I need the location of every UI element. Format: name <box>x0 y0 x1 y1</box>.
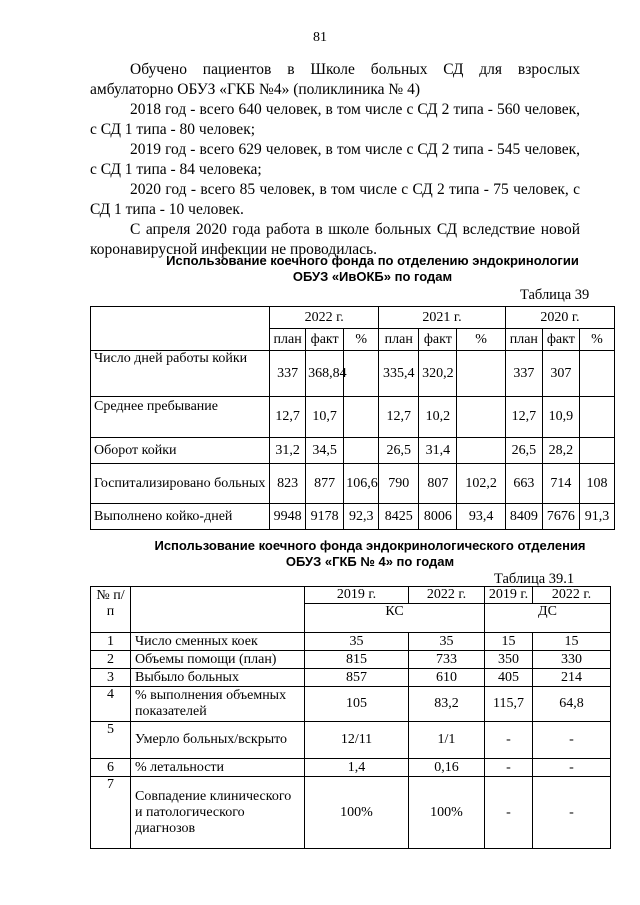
cell: 337 <box>270 351 306 397</box>
cell: 405 <box>485 669 533 687</box>
table2-num-header: № п/п <box>91 587 131 633</box>
row-label: Госпитализировано больных <box>91 464 270 504</box>
table-row <box>91 438 615 464</box>
cell: 807 <box>419 464 457 504</box>
cell: 10,7 <box>306 397 344 438</box>
cell: 857 <box>305 669 409 687</box>
cell: 8409 <box>505 504 542 530</box>
cell: - <box>533 777 611 849</box>
cell: 34,5 <box>306 438 344 464</box>
table1-subheader: факт <box>542 329 579 351</box>
row-number: 5 <box>91 722 131 759</box>
table-row <box>91 722 611 759</box>
cell <box>344 438 379 464</box>
row-number: 4 <box>91 687 131 722</box>
table2-year: 2022 г. <box>533 587 611 604</box>
table1-subheader: % <box>457 329 505 351</box>
table1-label: Таблица 39 <box>520 287 590 303</box>
cell: 714 <box>542 464 579 504</box>
table2-year: 2019 г. <box>305 587 409 604</box>
paragraph: Обучено пациентов в Школе больных СД для взрослых амбулаторно ОБУЗ «ГКБ №4» (поликлиника № 4) <box>90 61 580 98</box>
cell: 93,4 <box>457 504 505 530</box>
cell: 100% <box>409 777 485 849</box>
cell: - <box>533 722 611 759</box>
paragraph: С апреля 2020 года работа в школе больных СД вследствие новой коронавирусной инфекции не проводилась. <box>90 221 580 258</box>
cell: 1/1 <box>409 722 485 759</box>
table1-title-line1: Использование коечного фонда по отделению эндокринологии <box>166 253 579 268</box>
cell: 10,9 <box>542 397 579 438</box>
cell: 91,3 <box>579 504 614 530</box>
cell: 877 <box>306 464 344 504</box>
cell: 9178 <box>306 504 344 530</box>
cell: 7676 <box>542 504 579 530</box>
cell: - <box>485 759 533 777</box>
row-label: Выполнено койко-дней <box>91 504 270 530</box>
table2 <box>90 586 611 849</box>
paragraph: 2020 год - всего 85 человек, в том числе с СД 2 типа - 75 человек, с СД 1 типа - 10 человек. <box>90 181 580 218</box>
table2-label: Таблица 39.1 <box>494 571 575 587</box>
table1-title <box>90 253 640 285</box>
cell: 823 <box>270 464 306 504</box>
cell <box>457 397 505 438</box>
cell: 31,2 <box>270 438 306 464</box>
paragraph: 2018 год - всего 640 человек, в том числе с СД 2 типа - 560 человек, с СД 1 типа - 80 человек; <box>90 101 580 138</box>
cell <box>457 351 505 397</box>
table1-year: 2022 г. <box>270 307 379 329</box>
row-label: % выполнения объемных показателей <box>131 687 305 722</box>
page-number: 81 <box>313 30 327 45</box>
row-number: 1 <box>91 633 131 651</box>
cell: 663 <box>505 464 542 504</box>
table1-subheader: план <box>379 329 419 351</box>
cell <box>579 397 614 438</box>
table1-title-line2: ОБУЗ «ИвОКБ» по годам <box>292 269 453 284</box>
body-text <box>90 60 580 260</box>
table1-subheader: факт <box>306 329 344 351</box>
cell: 0,16 <box>409 759 485 777</box>
table1-subheader: план <box>505 329 542 351</box>
table1 <box>90 306 615 530</box>
table2-title <box>90 538 640 570</box>
table-row <box>91 651 611 669</box>
cell: 368,84 <box>306 351 344 397</box>
cell: 335,4 <box>379 351 419 397</box>
row-label: Объемы помощи (план) <box>131 651 305 669</box>
table1-subheader: % <box>579 329 614 351</box>
paragraph: 2019 год - всего 629 человек, в том числе с СД 2 типа - 545 человек, с СД 1 типа - 84 человека; <box>90 141 580 178</box>
cell: 8006 <box>419 504 457 530</box>
table1-year: 2021 г. <box>379 307 506 329</box>
cell: 26,5 <box>505 438 542 464</box>
cell: 12,7 <box>505 397 542 438</box>
cell: 733 <box>409 651 485 669</box>
cell: 9948 <box>270 504 306 530</box>
cell: 790 <box>379 464 419 504</box>
table2-year: 2019 г. <box>485 587 533 604</box>
cell: 307 <box>542 351 579 397</box>
row-number: 2 <box>91 651 131 669</box>
cell: 108 <box>579 464 614 504</box>
cell: 115,7 <box>485 687 533 722</box>
row-number: 7 <box>91 777 131 849</box>
cell: 83,2 <box>409 687 485 722</box>
cell <box>457 438 505 464</box>
cell: 35 <box>409 633 485 651</box>
cell: - <box>485 777 533 849</box>
table1-subheader: план <box>270 329 306 351</box>
row-label: Среднее пребывание <box>91 397 270 438</box>
cell: 28,2 <box>542 438 579 464</box>
table-row <box>91 397 615 438</box>
table2-title-line2: ОБУЗ «ГКБ № 4» по годам <box>285 554 455 569</box>
table1-subheader: % <box>344 329 379 351</box>
cell: 31,4 <box>419 438 457 464</box>
cell: 330 <box>533 651 611 669</box>
cell: 15 <box>533 633 611 651</box>
row-label: Совпадение клинического и патологического диагнозов <box>131 777 305 849</box>
table1-corner <box>91 307 270 351</box>
table2-corner <box>131 587 305 633</box>
row-label: Число сменных коек <box>131 633 305 651</box>
row-label: Число дней работы койки <box>91 351 270 397</box>
table-row <box>91 633 611 651</box>
cell: - <box>485 722 533 759</box>
cell: 12,7 <box>379 397 419 438</box>
cell: 92,3 <box>344 504 379 530</box>
table2-group: КС <box>305 604 485 633</box>
cell: 100% <box>305 777 409 849</box>
cell: 35 <box>305 633 409 651</box>
row-number: 6 <box>91 759 131 777</box>
table-row <box>91 464 615 504</box>
row-label: Умерло больных/вскрыто <box>131 722 305 759</box>
cell: 106,6 <box>344 464 379 504</box>
table1-subheader: факт <box>419 329 457 351</box>
cell: 105 <box>305 687 409 722</box>
cell <box>344 397 379 438</box>
table1-year: 2020 г. <box>505 307 614 329</box>
table-row <box>91 504 615 530</box>
row-label: Выбыло больных <box>131 669 305 687</box>
table2-title-line1: Использование коечного фонда эндокринологического отделения <box>154 538 586 553</box>
table2-year: 2022 г. <box>409 587 485 604</box>
cell: 610 <box>409 669 485 687</box>
row-label: Оборот койки <box>91 438 270 464</box>
table-row <box>91 759 611 777</box>
cell: 350 <box>485 651 533 669</box>
cell: 10,2 <box>419 397 457 438</box>
table2-group: ДС <box>485 604 611 633</box>
cell <box>579 351 614 397</box>
cell: 102,2 <box>457 464 505 504</box>
cell: 15 <box>485 633 533 651</box>
cell: 8425 <box>379 504 419 530</box>
cell: 12,7 <box>270 397 306 438</box>
cell: 320,2 <box>419 351 457 397</box>
table-row <box>91 351 615 397</box>
table-row <box>91 777 611 849</box>
cell: 1,4 <box>305 759 409 777</box>
table-row <box>91 669 611 687</box>
row-label: % летальности <box>131 759 305 777</box>
cell: - <box>533 759 611 777</box>
cell: 815 <box>305 651 409 669</box>
cell: 12/11 <box>305 722 409 759</box>
cell <box>344 351 379 397</box>
cell: 214 <box>533 669 611 687</box>
cell: 337 <box>505 351 542 397</box>
row-number: 3 <box>91 669 131 687</box>
cell <box>579 438 614 464</box>
cell: 26,5 <box>379 438 419 464</box>
table-row <box>91 687 611 722</box>
cell: 64,8 <box>533 687 611 722</box>
